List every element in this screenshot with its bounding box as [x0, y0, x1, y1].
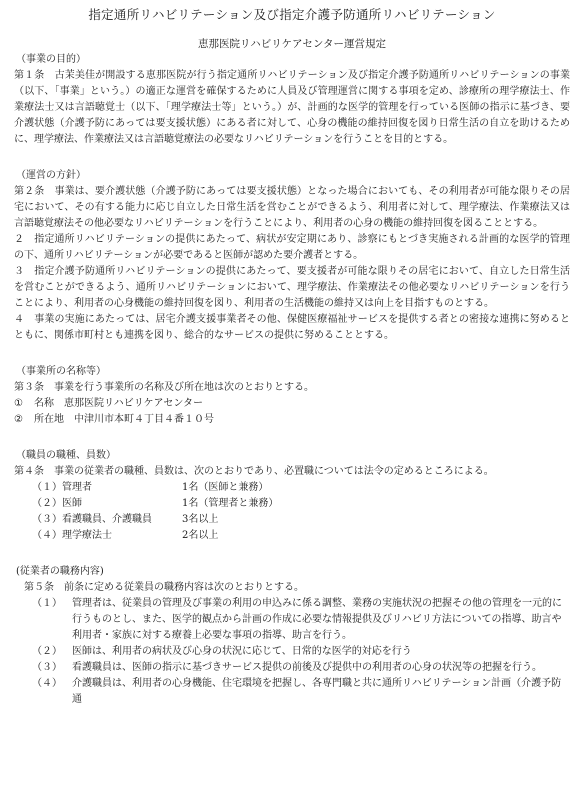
staff-row — [32, 496, 570, 512]
staff-role: （２）医師 — [32, 498, 82, 509]
document-page — [14, 4, 570, 708]
staff-role: （１）管理者 — [32, 482, 92, 493]
document-subtitle: 恵那医院リハビリケアセンター運営規定 — [198, 38, 386, 50]
duty-item — [32, 644, 570, 660]
section-purpose — [14, 52, 570, 148]
article-paragraph: ３ 指定介護予防通所リハビリテーションの提供にあたって、要支援者が可能な限りその居宅において、自立した日常生活を営むことができるよう、通所リハビリテーションにおいて、理学療法、作業療法その他必要なリハビリテーションを行うことにより、利用者の心身機能の維持回復を図り、利用者の生活機能の維持又は向上を目指すものとする。 — [14, 266, 570, 309]
duty-number: （１） — [32, 598, 62, 609]
list-item — [14, 396, 570, 412]
duty-number: （２） — [32, 646, 62, 657]
staff-role: （３）看護職員、介護職員 — [32, 514, 152, 525]
section-staff — [14, 448, 570, 544]
section-policy — [14, 168, 570, 344]
section-heading: （事業の目的） — [16, 54, 86, 65]
staff-row — [32, 480, 570, 496]
article-paragraph: 第４条 事業の従業者の職種、員数は、次のとおりであり、必置職については法令の定めるところによる。 — [14, 466, 494, 477]
article-paragraph: 第３条 事業を行う事業所の名称及び所在地は次のとおりとする。 — [14, 382, 314, 393]
list-item — [14, 412, 570, 428]
staff-count: 2名以上 — [182, 530, 219, 541]
duty-item — [32, 660, 570, 676]
duty-text: 介護職員は、利用者の心身機能、住宅環境を把握し、各専門職と共に通所リハビリテーション計画（介護予防通 — [72, 678, 562, 705]
duty-number: （３） — [32, 662, 62, 673]
article-paragraph: ４ 事業の実施にあたっては、居宅介護支援事業者その他、保健医療福祉サービスを提供する者との密接な連携に努めるとともに、関係市町村とも連携を図り、総合的なサービスの提供に努めることとする。 — [14, 314, 570, 341]
section-heading: （事業所の名称等） — [16, 366, 106, 377]
duty-text: 管理者は、従業員の管理及び事業の利用の申込みに係る調整、業務の実施状況の把握その他の管理を一元的に行うものとし、また、医学的観点から計画の作成に必要な情報提供及びリハビリ方法についての指導、助言や利用者・家族に対する療養上必要な事項の指導、助言を行う。 — [72, 598, 562, 641]
article-paragraph: 第２条 事業は、要介護状態（介護予防にあっては要支援状態）となった場合においても、その利用者が可能な限りその居宅において、その有する能力に応じ自立した日常生活を営むことができるよう、利用者に対して、理学療法、作業療法又は言語聴覚療法その他必要なリハビリテーションを行うことにより、利用者の心身の機能の維持回復を図ることとする。 — [14, 186, 570, 229]
staff-row — [32, 512, 570, 528]
duty-item — [32, 596, 570, 644]
duty-number: （４） — [32, 678, 62, 689]
section-office-name — [14, 364, 570, 428]
staff-role: （４）理学療法士 — [32, 530, 112, 541]
list-number: ② — [14, 414, 23, 425]
document-title: 指定通所リハビリテーション及び指定介護予防通所リハビリテーション — [88, 7, 496, 22]
duty-item — [32, 676, 570, 708]
staff-count: 1名（管理者と兼務） — [182, 498, 279, 509]
list-number: ① — [14, 398, 23, 409]
section-duties — [14, 564, 570, 708]
staff-count: 1名（医師と兼務） — [182, 482, 269, 493]
duty-text: 医師は、利用者の病状及び心身の状況に応じて、日常的な医学的対応を行う — [72, 646, 412, 657]
duty-text: 看護職員は、医師の指示に基づきサービス提供の前後及び提供中の利用者の心身の状況等の把握を行う。 — [72, 662, 542, 673]
section-heading: （職員の職種、員数） — [16, 450, 116, 461]
article-paragraph: ２ 指定通所リハビリテーションの提供にあたって、病状が安定期にあり、診察にもとづき実施される計画的な医学的管理の下、通所リハビリテーションが必要であると医師が認めた要介護者とする。 — [14, 234, 570, 261]
section-heading: (従業者の職務内容) — [16, 566, 104, 577]
staff-count: 3名以上 — [182, 514, 219, 525]
section-heading: （運営の方針） — [16, 170, 86, 181]
article-paragraph: 第５条 前条に定める従業員の職務内容は次のとおりとする。 — [24, 582, 304, 593]
list-text: 名称 恵那医院リハビリケアセンター — [34, 398, 203, 409]
staff-row — [32, 528, 570, 544]
article-paragraph: 第１条 古茉美佳が開設する恵那医院が行う指定通所リハビリテーション及び指定介護予防通所リハビリテーションの事業（以下、「事業」という。）の適正な運営を確保するために人員及び管理運営に関する事項を定め、診療所の理学療法士、作業療法士又は言語聴覚士（以下、「理学療法士等」という。）が、計画的な医学的管理を行っている医師の指示に基づき、要介護状態（介護予防にあっては要支援状態）にある者に対して、心身の機能の維持回復を図り日常生活の自立を助けるために、理学療法、作業療法又は言語聴覚療法の必要なリハビリテーションを行うことを目的とする。 — [14, 70, 570, 145]
list-text: 所在地 中津川市本町４丁目４番１０号 — [34, 414, 214, 425]
